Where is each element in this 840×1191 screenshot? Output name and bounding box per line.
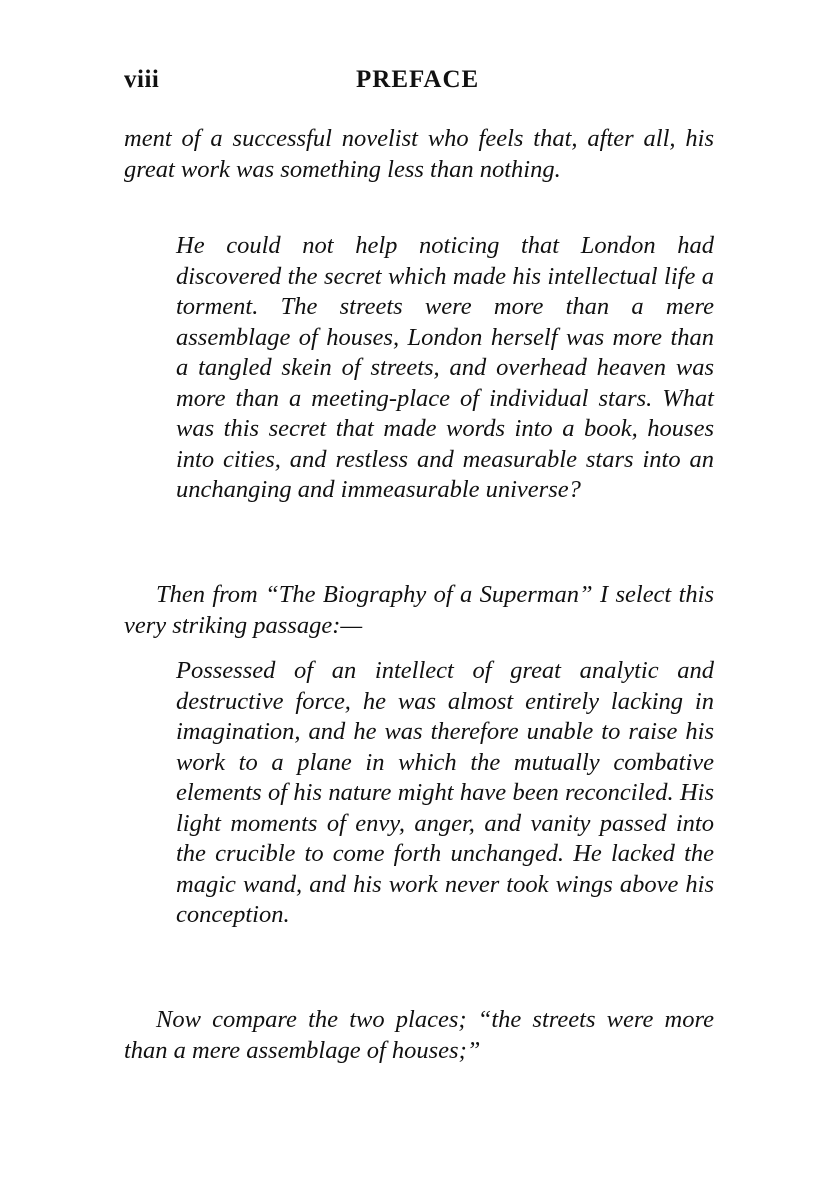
running-head xyxy=(124,66,714,106)
running-title: PREFACE xyxy=(356,66,480,93)
block-quote-london: He could not help noticing that London had discovered the secret which made his intellectual life a torment. The streets were more than a mere assemblage of houses, London herself was more than a tangled skein of streets, and overhead heaven was more than a meeting-place of individual stars. What was this secret that made words into a book, houses into cities, and restless and measurable stars into an unchanging and immeasurable universe? xyxy=(176,232,714,503)
introductory-paragraph: Then from “The Biography of a Superman” I select this very striking passage:— xyxy=(124,581,714,639)
comparison-paragraph: Now compare the two places; “the streets were more than a mere assemblage of houses;” xyxy=(124,1006,714,1064)
page-number: viii xyxy=(124,66,160,93)
block-quote-superman: Possessed of an intellect of great analytic and destructive force, he was almost entirely lacking in imagination, and he was therefore unable to raise his work to a plane in which the mutually combative elements of his nature might have been reconciled. His light moments of envy, anger, and vanity passed into the crucible to come forth unchanged. He lacked the magic wand, and his work never took wings above his conception. xyxy=(176,657,714,928)
continuation-paragraph: ment of a successful novelist who feels that, after all, his great work was something less than nothing. xyxy=(124,125,714,183)
